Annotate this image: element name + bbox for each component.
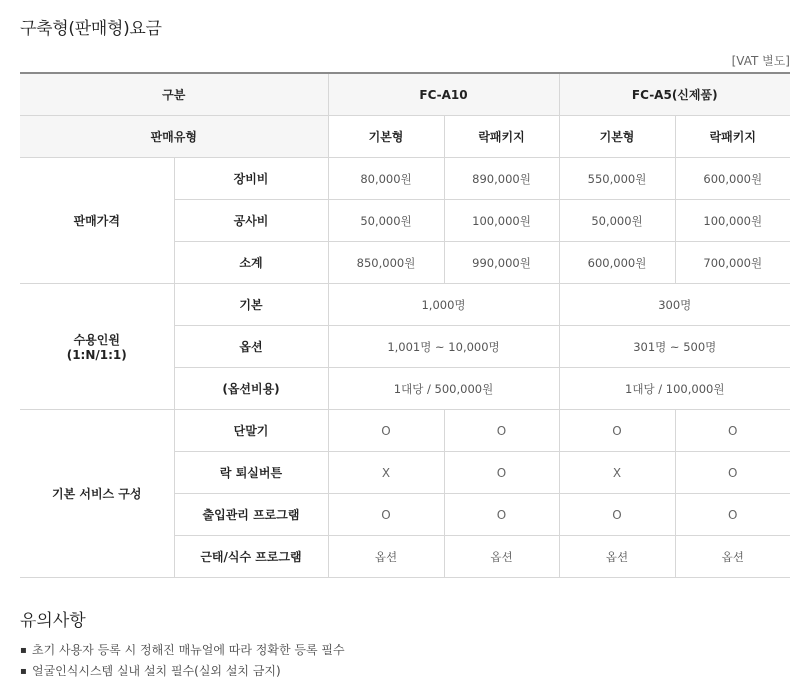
list-item — [20, 661, 345, 682]
sales-type-package: 락패키지 — [444, 116, 559, 158]
bullet-icon: ▪ — [20, 645, 27, 656]
table-row — [20, 284, 790, 326]
table-cell: 1대당 / 500,000원 — [328, 368, 559, 410]
table-cell: O — [328, 410, 444, 452]
note-text: 얼굴인식시스템 실내 설치 필수(실외 설치 금지) — [32, 664, 281, 678]
table-cell: 890,000원 — [444, 158, 559, 200]
table-cell: 50,000원 — [328, 200, 444, 242]
note-text: 초기 사용자 등록 시 정해진 매뉴얼에 따라 정확한 등록 필수 — [32, 643, 345, 657]
sales-type-label: 판매유형 — [20, 116, 328, 158]
table-header-row — [20, 73, 790, 116]
list-item — [20, 640, 345, 661]
row-label: 단말기 — [174, 410, 328, 452]
row-label: (옵션비용) — [174, 368, 328, 410]
table-cell: 600,000원 — [559, 242, 675, 284]
bullet-icon: ▪ — [20, 666, 27, 677]
header-product-fc-a5: FC-A5(신제품) — [559, 73, 790, 116]
notes-title: 유의사항 — [20, 611, 86, 631]
row-label: 공사비 — [174, 200, 328, 242]
table-cell: 990,000원 — [444, 242, 559, 284]
table-row — [20, 410, 790, 452]
table-row — [20, 158, 790, 200]
capacity-group-label — [20, 284, 174, 410]
table-cell: O — [444, 452, 559, 494]
header-product-fc-a10: FC-A10 — [328, 73, 559, 116]
row-label: 장비비 — [174, 158, 328, 200]
row-label: 옵션 — [174, 326, 328, 368]
table-cell: O — [444, 494, 559, 536]
table-cell: 301명 ~ 500명 — [559, 326, 790, 368]
notes-list — [20, 640, 345, 682]
table-cell: O — [559, 410, 675, 452]
table-cell: 850,000원 — [328, 242, 444, 284]
vat-note: [VAT 별도] — [731, 54, 790, 68]
header-category: 구분 — [20, 73, 328, 116]
row-label: 기본 — [174, 284, 328, 326]
price-group-label: 판매가격 — [20, 158, 174, 284]
capacity-group-title: 수용인원 — [73, 333, 120, 347]
table-cell: O — [559, 494, 675, 536]
table-cell: 1대당 / 100,000원 — [559, 368, 790, 410]
table-cell: 옵션 — [559, 536, 675, 578]
table-cell: 100,000원 — [675, 200, 790, 242]
table-cell: 100,000원 — [444, 200, 559, 242]
row-label: 락 퇴실버튼 — [174, 452, 328, 494]
service-group-label: 기본 서비스 구성 — [20, 410, 174, 578]
table-cell: O — [675, 452, 790, 494]
sales-type-basic: 기본형 — [559, 116, 675, 158]
pricing-table — [20, 72, 790, 578]
table-cell: 300명 — [559, 284, 790, 326]
table-cell: X — [559, 452, 675, 494]
table-cell: O — [675, 410, 790, 452]
table-cell: 1,001명 ~ 10,000명 — [328, 326, 559, 368]
sales-type-package: 락패키지 — [675, 116, 790, 158]
table-cell: 1,000명 — [328, 284, 559, 326]
sales-type-row — [20, 116, 790, 158]
table-cell: 600,000원 — [675, 158, 790, 200]
table-cell: 700,000원 — [675, 242, 790, 284]
sales-type-basic: 기본형 — [328, 116, 444, 158]
capacity-group-subtitle: (1:N/1:1) — [66, 348, 127, 362]
table-cell: X — [328, 452, 444, 494]
table-cell: 옵션 — [675, 536, 790, 578]
table-cell: 50,000원 — [559, 200, 675, 242]
table-cell: 550,000원 — [559, 158, 675, 200]
table-cell: O — [328, 494, 444, 536]
row-label: 소계 — [174, 242, 328, 284]
table-cell: O — [444, 410, 559, 452]
row-label: 출입관리 프로그램 — [174, 494, 328, 536]
page-title: 구축형(판매형)요금 — [20, 19, 162, 39]
table-cell: O — [675, 494, 790, 536]
table-cell: 옵션 — [444, 536, 559, 578]
row-label: 근태/식수 프로그램 — [174, 536, 328, 578]
table-cell: 80,000원 — [328, 158, 444, 200]
table-cell: 옵션 — [328, 536, 444, 578]
